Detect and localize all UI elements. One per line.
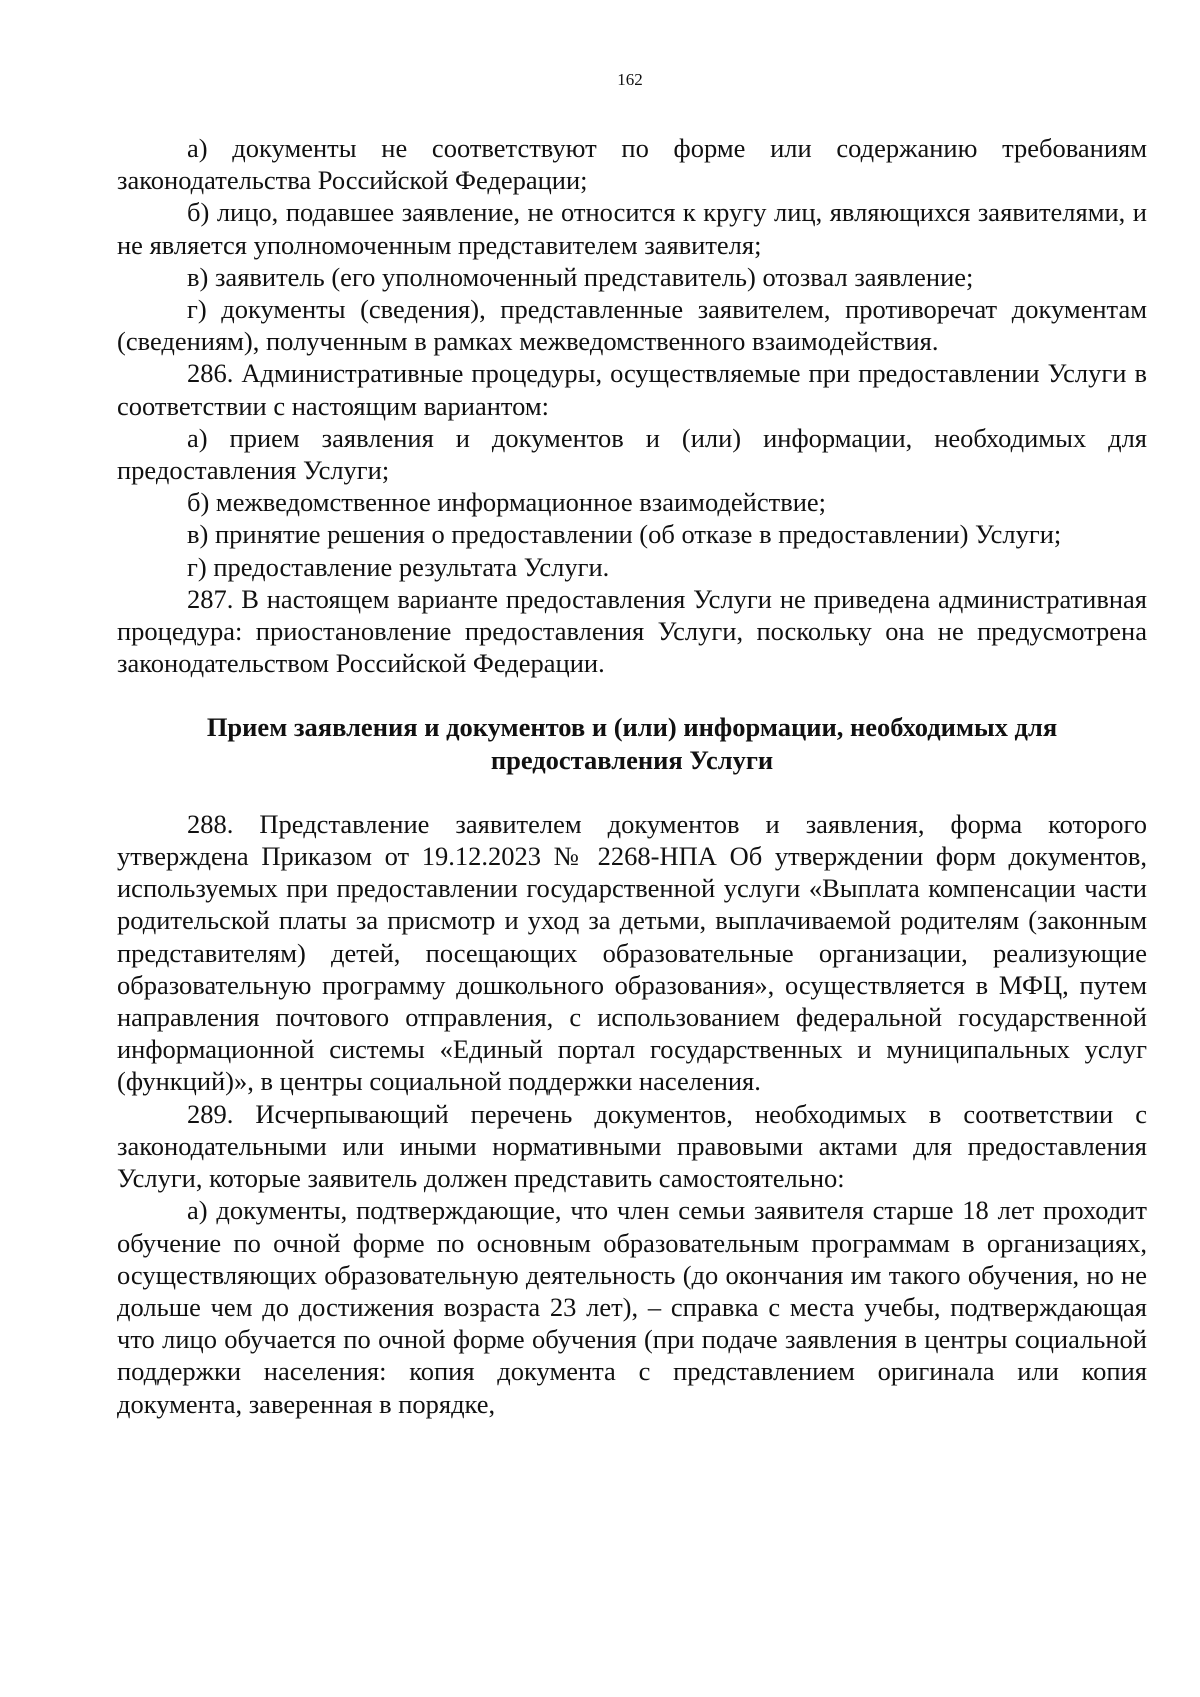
clause-289-item-a: а) документы, подтверждающие, что член семьи заявителя старше 18 лет проходит обучение по очной форме по основным образовательным программам в организациях, осуществляющих образовательную деятельность (до окончания им такого обучения, но не дольше чем до достижения возраста 23 лет), – справка с места учебы, подтверждающая что лицо обучается по очной форме обучения (при подаче заявления в центры социальной поддержки населения: копия документа с представлением оригинала или копия документа, заверенная в порядке, <box>117 1195 1147 1419</box>
section-heading-line-2: предоставления Услуги <box>490 744 774 775</box>
page-number: 162 <box>617 70 643 89</box>
clause-289: 289. Исчерпывающий перечень документов, необходимых в соответствии с законодательными или иными нормативными правовыми актами для предоставления Услуги, которые заявитель должен представить самостоятельно: <box>117 1098 1147 1194</box>
clause-286-item-b: б) межведомственное информационное взаимодействие; <box>187 487 827 518</box>
section-heading <box>117 711 1147 775</box>
list-item-v-withdrawn: в) заявитель (его уполномоченный представитель) отозвал заявление; <box>187 261 974 292</box>
document-body <box>117 132 1147 1420</box>
clause-286-item-g: г) предоставление результата Услуги. <box>187 551 610 582</box>
clause-287: 287. В настоящем варианте предоставления Услуги не приведена административная процедура: приостановление предоставления Услуги, поскольку она не предусмотрена законодательством Российской Федерации. <box>117 583 1147 679</box>
clause-286-item-v: в) принятие решения о предоставлении (об отказе в предоставлении) Услуги; <box>187 519 1062 550</box>
list-item-g-contradiction: г) документы (сведения), представленные заявителем, противоречат документам (сведениям), полученным в рамках межведомственного взаимодействия. <box>117 294 1147 357</box>
clause-286: 286. Административные процедуры, осуществляемые при предоставлении Услуги в соответствии с настоящим вариантом: <box>117 358 1147 421</box>
list-item-a-noncompliance: а) документы не соответствуют по форме или содержанию требованиям законодательства Российской Федерации; <box>117 133 1147 196</box>
list-item-b-not-applicant: б) лицо, подавшее заявление, не относится к кругу лиц, являющихся заявителями, и не является уполномоченным представителем заявителя; <box>117 197 1147 260</box>
section-heading-line-1: Прием заявления и документов и (или) информации, необходимых для <box>206 712 1058 743</box>
clause-286-item-a: а) прием заявления и документов и (или) информации, необходимых для предоставления Услуги; <box>117 422 1147 486</box>
clause-288: 288. Представление заявителем документов и заявления, форма которого утверждена Приказом от 19.12.2023 № 2268-НПА Об утверждении форм документов, используемых при предоставлении государственной услуги «Выплата компенсации части родительской платы за присмотр и уход за детьми, выплачиваемой родителям (законным представителям) детей, посещающих образовательные организации, реализующие образовательную программу дошкольного образования», осуществляется в МФЦ, путем направления почтового отправления, с использованием федеральной государственной информационной системы «Единый портал государственных и муниципальных услуг (функций)», в центры социальной поддержки населения. <box>117 808 1147 1097</box>
